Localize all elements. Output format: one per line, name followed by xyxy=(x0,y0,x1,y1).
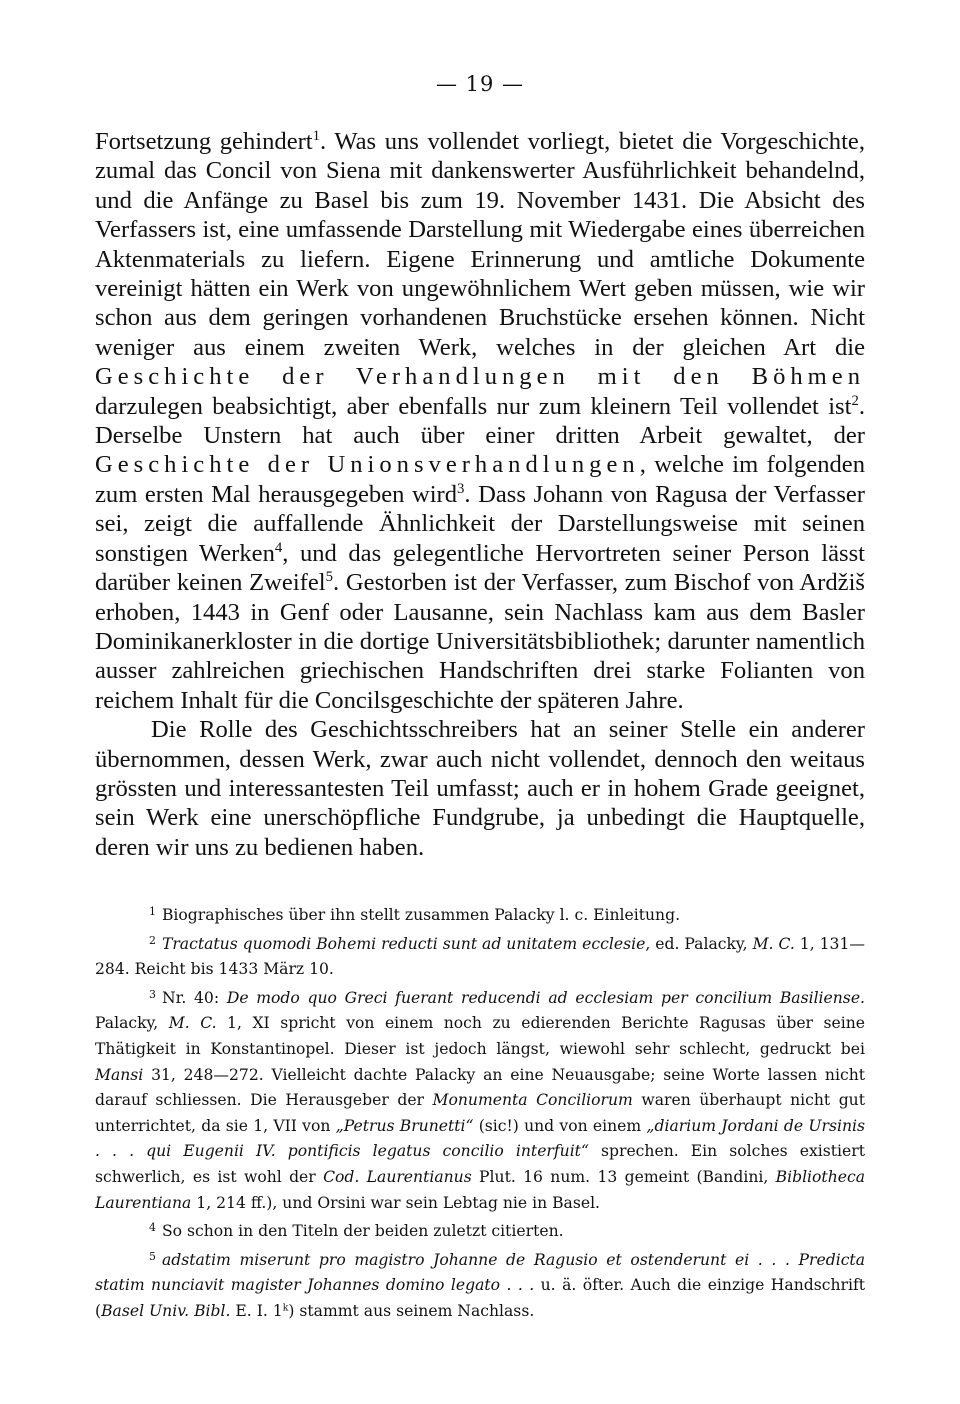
text-run: 1, 131—284. Reicht bis 1433 März 10. xyxy=(95,934,865,979)
italic-text: M. C. xyxy=(168,1014,217,1033)
text-run: 1, 214 ff.), und Orsini war sein Lebtag nie in Basel. xyxy=(191,1193,601,1212)
text-run: 31, 248—272. Vielleicht dachte Palacky an eine Neuausgabe; seine Worte lassen nicht darauf schliessen. Die Herausgeber der xyxy=(95,1065,865,1110)
text-run: E. I. 1 xyxy=(230,1301,283,1320)
footnote-reference: 2 xyxy=(851,392,859,409)
text-run: Palacky, xyxy=(95,1014,169,1033)
footnote-reference: 1 xyxy=(312,128,321,145)
italic-text: Monumenta Conciliorum xyxy=(432,1091,633,1110)
footnote xyxy=(95,903,865,929)
text-run: darzulegen beabsichtigt, aber ebenfalls nur zum kleinern Teil vollendet ist xyxy=(95,392,852,420)
text-run: . Gestorben ist der Verfasser, zum Bischof von Ardžiš erhoben, 1443 in Genf oder Lausanne, sein Nachlass kam aus dem Basler Dominikanerkloster in die dortige Universitätsbibliothek; darunter namentlich ausser zahlreichen griechischen Handschriften drei starke Folianten von reichem Inhalt für die Concilsgeschichte der späteren Jahre. xyxy=(95,569,865,714)
text-run: Fortsetzung gehindert xyxy=(95,128,313,155)
footnote xyxy=(95,986,865,1216)
text-run: , welche im folgenden zum ersten Mal herausgegeben wird xyxy=(95,451,865,508)
text-run: 1, XI spricht von einem noch zu edierenden Berichte Ragusas über seine Thätigkeit in Konstantinopel. Dieser ist jedoch längst, wiewohl sehr schlecht, gedruckt bei xyxy=(95,1014,865,1058)
italic-text: adstatim miserunt pro magistro Johanne de Ragusio et ostenderunt ei . . . Predicta statim nunciavit magister Johannes domino legato . . . xyxy=(95,1250,865,1295)
italic-text: „Petrus Brunetti“ xyxy=(335,1116,474,1135)
text-run: So schon in den Titeln der beiden zuletzt citierten. xyxy=(161,1222,564,1241)
footnote-marker: 5 xyxy=(149,1249,156,1263)
text-run: . Derselbe Unstern hat auch über einer dritten Arbeit gewaltet, der xyxy=(95,392,865,450)
italic-text: Bibliotheca Laurentiana xyxy=(95,1167,866,1212)
footnote xyxy=(95,1219,865,1245)
main-text xyxy=(95,127,865,862)
footnote xyxy=(95,932,865,983)
italic-text: Basel Univ. Bibl. xyxy=(101,1301,231,1320)
text-run: . Dass Johann von Ragusa der Verfasser sei, zeigt die auffallende Ähnlichkeit der Darstellungsweise mit seinen sonstigen Werken xyxy=(95,480,865,567)
text-run: u. ä. öfter. Auch die einzige Handschrift ( xyxy=(95,1276,865,1320)
text-run: waren überhaupt nicht gut unterrichtet, da sie 1, VII von xyxy=(95,1091,865,1135)
italic-text: Mansi xyxy=(95,1065,144,1084)
footnote-reference: 4 xyxy=(274,539,283,556)
spaced-emphasis: Geschichte der Unionsverhandlungen xyxy=(95,451,640,479)
footnote-reference: 5 xyxy=(325,569,333,586)
spaced-emphasis: Geschichte der Verhandlungen mit den Böhmen xyxy=(95,363,865,391)
text-run: Nr. 40: xyxy=(161,988,227,1007)
text-run: . Was uns vollendet vorliegt, bietet die Vorgeschichte, zumal das Concil von Siena mit dankenswerter Ausführlichkeit behandelnd, und die Anfänge zu Basel bis zum 19. November 1431. Die Absicht des Verfassers ist, eine umfassende Darstellung mit Wiedergabe eines überreichen Aktenmaterials zu liefern. Eigene Erinnerung und amtliche Dokumente vereinigt hätten ein Werk von ungewöhnlichem Wert geben müssen, wie wir schon aus dem geringen vorhandenen Bruchstücke ersehen können. Nicht weniger aus einem zweiten Werk, welches in der gleichen Art die xyxy=(95,128,865,361)
footnote-marker: 2 xyxy=(149,933,156,947)
footnote-marker: 1 xyxy=(149,905,156,919)
footnote xyxy=(95,1248,865,1325)
italic-text: M. C. xyxy=(752,934,795,953)
text-run: ) stammt aus seinem Nachlass. xyxy=(288,1301,535,1320)
text-run: k xyxy=(282,1302,289,1314)
text-run: Die Rolle des Geschichtsschreibers hat an seiner Stelle ein anderer übernommen, dessen Werk, zwar auch nicht vollendet, dennoch den weitaus grössten und interessantesten Teil umfasst; auch er in hohem Grade geeignet, sein Werk eine unerschöpfliche Fundgrube, ja unbedingt die Hauptquelle, deren wir uns zu bedienen haben. xyxy=(95,716,865,861)
paragraph xyxy=(95,715,865,862)
paragraph xyxy=(95,127,865,715)
text-run: sprechen. Ein solches existiert schwerlich, es ist wohl der xyxy=(95,1142,865,1186)
footnote-reference: 3 xyxy=(457,481,465,498)
italic-text: Cod. Laurentianus xyxy=(323,1167,472,1186)
footnote-marker: 4 xyxy=(149,1221,156,1235)
footnotes xyxy=(95,903,865,1325)
italic-text: De modo quo Greci fuerant reducendi ad ecclesiam per concilium Basiliense. xyxy=(226,988,865,1007)
page-number: — 19 — xyxy=(435,72,525,96)
text-run: , ed. Palacky, xyxy=(645,934,753,953)
italic-text: „diarium Jordani de Ursinis . . . qui Eugenii IV. pontificis legatus concilio interfuit“ xyxy=(95,1116,865,1161)
text-run: Biographisches über ihn stellt zusammen Palacky l. c. Einleitung. xyxy=(161,906,681,924)
text-run: (sic!) und von einem xyxy=(473,1116,647,1135)
footnote-marker: 3 xyxy=(149,987,156,1001)
text-run: , und das gelegentliche Hervortreten seiner Person lässt darüber keinen Zweifel xyxy=(95,539,865,597)
italic-text: Tractatus quomodi Bohemi reducti sunt ad unitatem ecclesie xyxy=(161,934,646,953)
text-run: Plut. 16 num. 13 gemeint (Bandini, xyxy=(471,1167,776,1186)
